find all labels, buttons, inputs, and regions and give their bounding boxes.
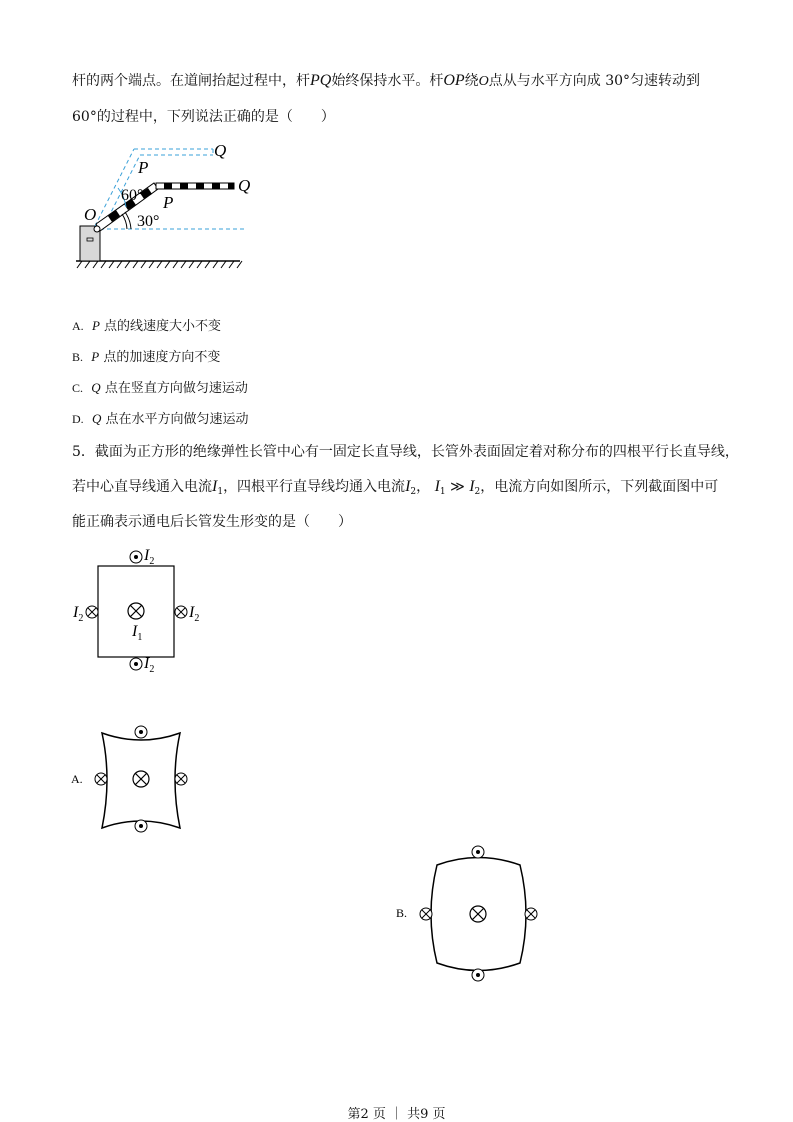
label-i2-bottom: $I_2$ bbox=[144, 655, 155, 675]
q4-option-a[interactable]: A. P 点的线速度大小不变 bbox=[72, 318, 222, 334]
label-60: 60° bbox=[121, 187, 144, 204]
q4-line-2: 60°的过程中，下列说法正确的是（ ） bbox=[72, 109, 335, 125]
q5-line-3: 能正确表示通电后长管发生形变的是（ ） bbox=[72, 514, 352, 530]
b-wire-bottom bbox=[472, 969, 484, 981]
label-p-top: P bbox=[138, 158, 149, 177]
q4-option-c[interactable]: C. Q 点在竖直方向做匀速运动 bbox=[72, 380, 248, 396]
label-q-top: Q bbox=[214, 141, 227, 160]
label-i2-top: $I_2$ bbox=[144, 547, 155, 567]
label-q: Q bbox=[238, 176, 251, 195]
b-wire-top bbox=[472, 846, 484, 858]
b-wire-left bbox=[420, 908, 432, 920]
label-o: O bbox=[84, 205, 97, 224]
option-a-label: A. bbox=[71, 772, 83, 786]
q4-option-d[interactable]: D. Q 点在水平方向做匀速运动 bbox=[72, 411, 249, 427]
label-i1-center: $I_1$ bbox=[132, 623, 143, 643]
label-i2-left: $I_2$ bbox=[73, 604, 84, 624]
q5-line-1: 5．截面为正方形的绝缘弹性长管中心有一固定长直导线，长管外表面固定着对称分布的四根平行长直导线， bbox=[72, 444, 739, 460]
q4-line-1: 杆的两个端点。在道闸抬起过程中，杆PQ始终保持水平。杆OP绕O点从与水平方向成 30°匀速转动到 bbox=[72, 72, 701, 89]
q4-option-b[interactable]: B. P 点的加速度方向不变 bbox=[72, 349, 221, 365]
b-wire-center bbox=[470, 906, 486, 922]
option-b-label: B. bbox=[396, 906, 408, 920]
b-wire-right bbox=[525, 908, 537, 920]
page-footer: 第2 页 ｜ 共9 页 bbox=[347, 1107, 446, 1122]
q5-line-2: 若中心直导线通入电流$I_1$，四根平行直导线均通入电流$I_2$， $I_1$ ≫ $I_2$，电流方向如图所示，下列截面图中可 bbox=[72, 478, 719, 497]
label-i2-right: $I_2$ bbox=[189, 604, 200, 624]
label-30: 30° bbox=[137, 213, 160, 230]
label-p: P bbox=[163, 193, 174, 212]
